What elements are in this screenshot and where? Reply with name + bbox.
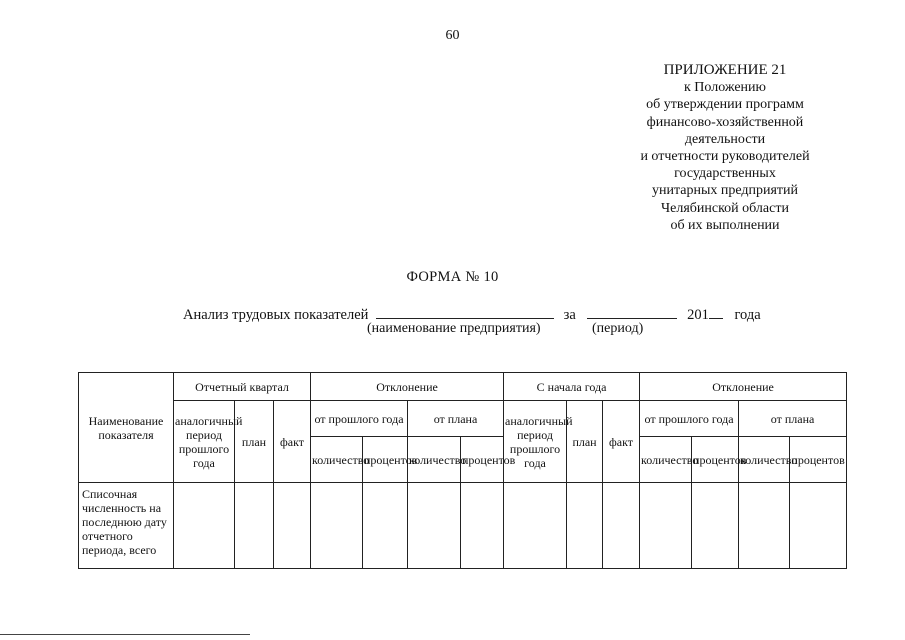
empty-cell bbox=[311, 483, 363, 569]
empty-cell bbox=[408, 483, 461, 569]
header-quantity: количество bbox=[408, 437, 461, 483]
year-prefix: 201 bbox=[687, 307, 709, 323]
appendix-line: государственных bbox=[674, 166, 776, 182]
empty-cell bbox=[174, 483, 235, 569]
header-since-year-start: С начала года bbox=[504, 373, 640, 401]
header-fact: факт bbox=[603, 401, 640, 483]
header-indicator-name: Наименование показателя bbox=[79, 373, 174, 483]
appendix-line: к Положению bbox=[683, 80, 766, 96]
empty-cell bbox=[790, 483, 847, 569]
year-suffix: года bbox=[734, 307, 761, 323]
header-percent: процентов bbox=[461, 437, 504, 483]
empty-cell bbox=[235, 483, 274, 569]
header-deviation-year: Отклонение bbox=[640, 373, 847, 401]
empty-cell bbox=[640, 483, 692, 569]
empty-cell bbox=[363, 483, 408, 569]
header-from-prev-year: от прошлого года bbox=[311, 401, 408, 437]
header-from-plan: от плана bbox=[739, 401, 847, 437]
header-prev-period: аналогичный период прошлого года bbox=[504, 401, 567, 483]
labor-indicators-table bbox=[78, 372, 847, 569]
header-plan: план bbox=[235, 401, 274, 483]
enterprise-caption: (наименование предприятия) bbox=[367, 321, 541, 336]
empty-cell bbox=[504, 483, 567, 569]
header-deviation-quarter: Отклонение bbox=[311, 373, 504, 401]
empty-cell bbox=[603, 483, 640, 569]
empty-cell bbox=[692, 483, 739, 569]
row-label: Списочная численность на последнюю дату отчетного периода, всего bbox=[79, 483, 174, 569]
form-title: ФОРМА № 10 bbox=[406, 269, 499, 285]
header-from-prev-year: от прошлого года bbox=[640, 401, 739, 437]
appendix-line: финансово-хозяйственной bbox=[646, 114, 804, 130]
footnote-rule bbox=[0, 634, 250, 635]
empty-cell bbox=[274, 483, 311, 569]
empty-cell bbox=[739, 483, 790, 569]
header-reporting-quarter: Отчетный квартал bbox=[174, 373, 311, 401]
header-percent: процентов bbox=[790, 437, 847, 483]
appendix-line: унитарных предприятий bbox=[651, 183, 799, 199]
appendix-line: Челябинской области bbox=[661, 200, 789, 216]
header-prev-period: аналогичный период прошлого года bbox=[174, 401, 235, 483]
empty-cell bbox=[567, 483, 603, 569]
header-percent: процентов bbox=[363, 437, 408, 483]
header-plan: план bbox=[567, 401, 603, 483]
header-from-plan: от плана bbox=[408, 401, 504, 437]
analysis-label: Анализ трудовых показателей bbox=[183, 307, 369, 323]
appendix-line: деятельности bbox=[684, 131, 766, 147]
appendix-line: и отчетности руководителей bbox=[640, 149, 810, 165]
appendix-title: ПРИЛОЖЕНИЕ 21 bbox=[663, 62, 787, 78]
period-caption: (период) bbox=[592, 321, 644, 336]
header-fact: факт bbox=[274, 401, 311, 483]
header-quantity: количество bbox=[311, 437, 363, 483]
header-quantity: количество bbox=[739, 437, 790, 483]
period-blank bbox=[587, 304, 677, 319]
appendix-header bbox=[590, 62, 860, 234]
page-number: 60 bbox=[445, 28, 460, 43]
analysis-za: за bbox=[563, 307, 576, 323]
header-percent: процентов bbox=[692, 437, 739, 483]
appendix-line: об их выполнении bbox=[670, 217, 780, 233]
enterprise-name-blank bbox=[376, 304, 554, 319]
table-row bbox=[79, 483, 847, 569]
header-quantity: количество bbox=[640, 437, 692, 483]
year-blank bbox=[709, 304, 723, 319]
empty-cell bbox=[461, 483, 504, 569]
appendix-line: об утверждении программ bbox=[646, 97, 804, 113]
